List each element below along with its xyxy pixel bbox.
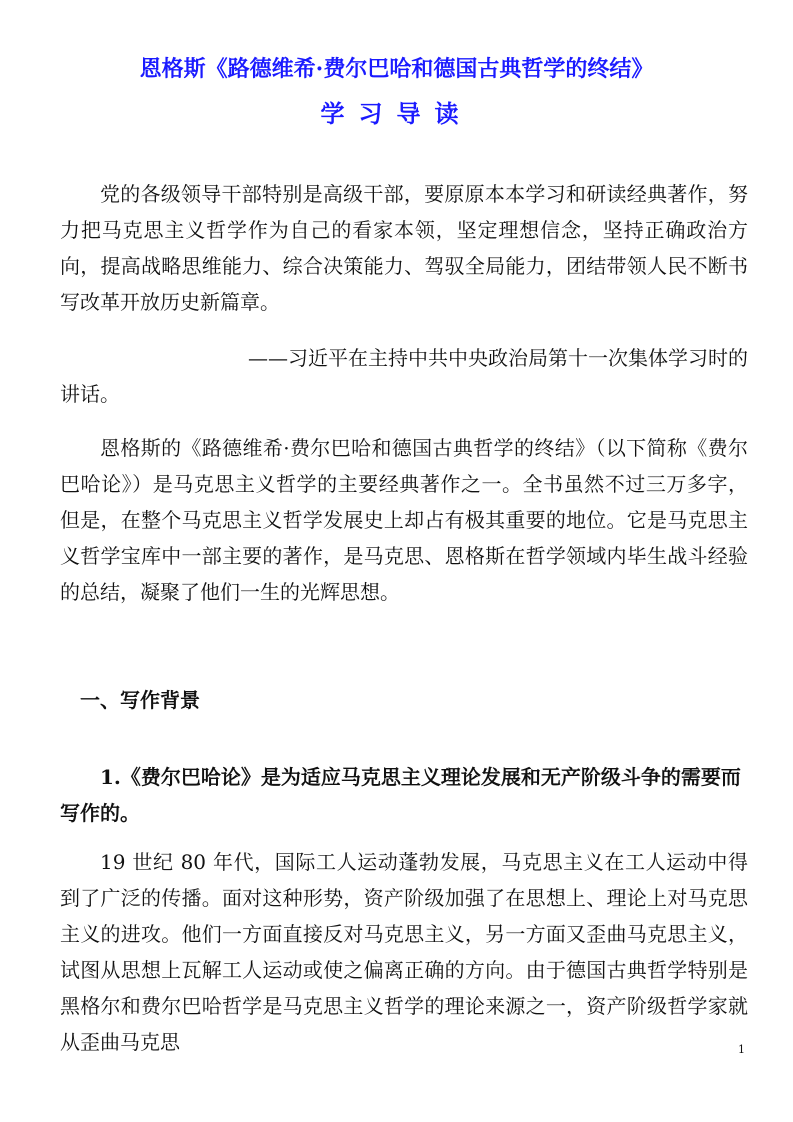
quote-block: [60, 176, 748, 320]
document-title: 恩格斯《路德维希·费尔巴哈和德国古典哲学的终结》: [139, 56, 654, 82]
page-number: 1: [738, 1043, 745, 1056]
point-heading: 1.《费尔巴哈论》是为适应马克思主义理论发展和无产阶级斗争的需要而写作的。: [60, 765, 741, 825]
document-subtitle: 学习导读: [320, 99, 473, 128]
attribution-line-end: 讲话。: [60, 382, 120, 406]
intro-paragraph: 恩格斯的《路德维希·费尔巴哈和德国古典哲学的终结》（以下简称《费尔巴哈论》）是马克思主义哲学的主要经典著作之一。全书虽然不过三万多字，但是，在整个马克思主义哲学发展史上却占有极其重要的地位。它是马克思主义哲学宝库中一部主要的著作，是马克思、恩格斯在哲学领域内毕生战斗经验的总结，凝聚了他们一生的光辉思想。: [60, 436, 748, 604]
point-body-paragraph: 19 世纪 80 年代，国际工人运动蓬勃发展，马克思主义在工人运动中得到了广泛的传播。面对这种形势，资产阶级加强了在思想上、理论上对马克思主义的进攻。他们一方面直接反对马克思主义，另一方面又歪曲马克思主义，试图从思想上瓦解工人运动或使之偏离正确的方向。由于德国古典哲学特别是黑格尔和费尔巴哈哲学是马克思主义哲学的理论来源之一，资产阶级哲学家就从歪曲马克思: [60, 850, 748, 1054]
section-heading: 一、写作背景: [80, 688, 200, 712]
quote-attribution: [60, 340, 748, 412]
quote-paragraph: 党的各级领导干部特别是高级干部，要原原本本学习和研读经典著作，努力把马克思主义哲学作为自己的看家本领，坚定理想信念，坚持正确政治方向，提高战略思维能力、综合决策能力、驾驭全局能力，团结带领人民不断书写改革开放历史新篇章。: [60, 182, 748, 314]
intro-block: [60, 430, 748, 610]
attribution-line: ——习近平在主持中共中央政治局第十一次集体学习时的: [248, 346, 748, 370]
point-body-block: [60, 844, 748, 1060]
